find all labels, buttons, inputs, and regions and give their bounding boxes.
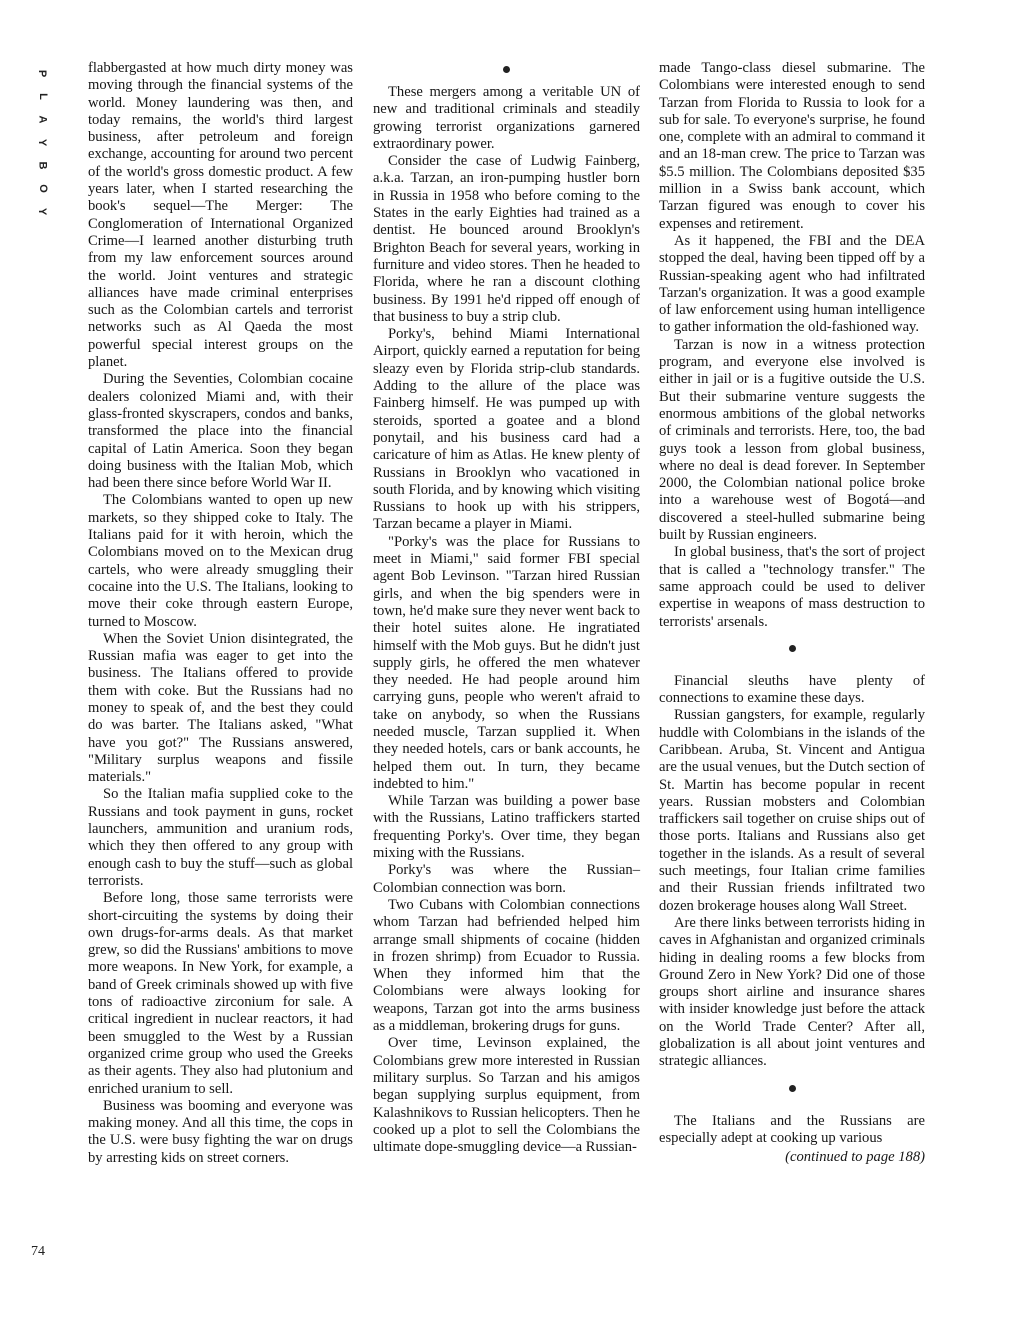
paragraph: Porky's, behind Miami International Airport, quickly earned a reputation for being sleazy even by Florida strip-club standards. Adding to the allure of the place was Fainberg himself. He was pumped up with steroids, sported a goatee and a blond ponytail, and his business card had a caricature of him as Atlas. He knew plenty of Russians in Brooklyn who vacationed in south Florida, and by knowing which visiting Russians to hook up with his strippers, Tarzan became a player in Miami. xyxy=(373,326,640,533)
text-column-2 xyxy=(373,62,640,1156)
paragraph: Financial sleuths have plenty of connections to examine these days. xyxy=(659,672,925,707)
section-break-bullet xyxy=(659,631,925,673)
text-column-1 xyxy=(88,60,353,1167)
paragraph: Tarzan is now in a witness protection program, and everyone else involved is either in jail or is a fugitive outside the U.S. But their submarine venture suggests the enormous ambitions of the global networks of criminals and terrorists. Here, too, the bad guys took a lesson from global business, where no deal is dead forever. In September 2000, the Colombian national police broke into a warehouse west of Bogotá—and discovered a steel-hulled submarine being built by Russian engineers. xyxy=(659,336,925,544)
paragraph: During the Seventies, Colombian cocaine dealers colonized Miami and, with their glass-fronted skyscrapers, condos and banks, transformed the place into the financial capital of Latin America. Soon they began doing business with the Italian Mob, which had been there since before World War II. xyxy=(88,371,353,492)
continued-note: (continued to page 188) xyxy=(785,1149,925,1166)
magazine-letter: Y xyxy=(36,138,49,147)
paragraph: Are there links between terrorists hiding in caves in Afghanistan and organized criminals hiding in dealing rooms a few blocks from Ground Zero in New York? Did one of those groups short airline and insurance shares with insider knowledge just before the attack on the World Trade Center? After all, globalization is all about joint ventures and strategic alliances. xyxy=(659,914,925,1070)
magazine-letter: O xyxy=(36,184,49,193)
paragraph: flabbergasted at how much dirty money was moving through the financial systems of the world. Money laundering was then, and today remains, the world's third largest business, after petroleum and foreign exchange, accounting for around two percent of the world's gross domestic product. A few years later, when I started researching the book's sequel—The Merger: The Conglomeration of International Organized Crime—I learned another disturbing truth from my law enforcement sources around the world. Joint ventures and strategic alliances have made criminal enterprises such as the Colombian cartels and terrorist networks such as Al Qaeda the most powerful special interest groups on the planet. xyxy=(88,60,353,371)
paragraph: As it happened, the FBI and the DEA stopped the deal, having been tipped off by a Russian-speaking agent who had infiltrated Tarzan's organization. It was a good example of law enforcement using human intelligence to gather information the old-fashioned way. xyxy=(659,232,925,336)
paragraph: made Tango-class diesel submarine. The Colombians were interested enough to send Tarzan from Florida to Russia to look for a sub for sale. To everyone's surprise, he found one, complete with an admiral to command it and an 18-man crew. The price to Tarzan was $5.5 million. The Colombians deposited $35 million in a Swiss bank account, which Tarzan figured was enough to cover his expenses and retirement. xyxy=(659,60,925,232)
paragraph: These mergers among a veritable UN of new and traditional criminals and steadily growing terrorist organizations garnered extraordinary power. xyxy=(373,84,640,152)
paragraph: Before long, those same terrorists were short-circuiting the systems by doing their own drugs-for-arms deals. As that market grew, so did the Russians' ambitions to move more weapons. In New York, for example, a band of Greek criminals showed up with five tons of radioactive zirconium for sale. A critical ingredient in nuclear reactors, it had been smuggled to the West by a Russian organized crime group who used the Greeks as their agents. They also had plutonium and enriched uranium to sell. xyxy=(88,890,353,1097)
section-break-bullet xyxy=(373,62,640,84)
magazine-letter: Y xyxy=(36,207,49,216)
magazine-name-vertical xyxy=(30,62,54,223)
paragraph: Consider the case of Ludwig Fainberg, a.k.a. Tarzan, an iron-pumping hustler born in Russia in 1958 who before coming to the States in the early Eighties had trained as a dentist. He bounced around Brooklyn's Brighton Beach for several years, working in furniture and video stores. Then he headed to Florida, where he ran a discount clothing business. By 1991 he'd ripped off enough of that business to buy a strip club. xyxy=(373,153,640,325)
section-break-bullet xyxy=(659,1071,925,1113)
paragraph: The Colombians wanted to open up new markets, so they shipped coke to Italy. The Italians paid for it with heroin, which the Colombians moved on to the Mexican drug cartels, who were already smuggling their cocaine into the U.S. The Italians, looking to move their coke through eastern Europe, turned to Moscow. xyxy=(88,492,353,630)
magazine-letter: A xyxy=(36,115,49,124)
paragraph: The Italians and the Russians are especially adept at cooking up various xyxy=(659,1112,925,1146)
paragraph: Two Cubans with Colombian connections whom Tarzan had befriended helped him arrange small shipments of cocaine (hidden in frozen shrimp) from Ecuador to Russia. When they informed him that the Colombians were always looking for weapons, Tarzan got into the arms business as a middleman, brokering drugs for guns. xyxy=(373,896,640,1035)
magazine-letter: P xyxy=(36,69,49,78)
paragraph: Porky's was where the Russian–Colombian connection was born. xyxy=(373,862,640,896)
paragraph: Over time, Levinson explained, the Colombians grew more interested in Russian military surplus. So Tarzan and his amigos began supplying surplus equipment, from Kalashnikovs to Russian helicopters. Then he cooked up a plot to sell the Colombians the ultimate dope-smuggling device—a Russian- xyxy=(373,1035,640,1156)
paragraph: When the Soviet Union disintegrated, the Russian mafia was eager to get into the business. The Italians offered to provide them with coke. But the Russians had no money to speak of, and the best they could do was barter. The Italians asked, "What have you got?" The Russians answered, "Military surplus weapons and fissile materials." xyxy=(88,630,353,786)
text-column-3 xyxy=(659,60,925,1167)
page-number: 74 xyxy=(31,1244,45,1259)
magazine-letter: L xyxy=(36,93,49,100)
paragraph: While Tarzan was building a power base with the Russians, Latino traffickers started frequenting Porky's. Over time, they began mixing with the Russians. xyxy=(373,793,640,862)
magazine-letter: B xyxy=(36,161,49,170)
paragraph: So the Italian mafia supplied coke to the Russians and took payment in guns, rocket launchers, ammunition and uranium rods, which they then offered to any group with enough cash to buy the stuff—such as global terrorists. xyxy=(88,786,353,889)
paragraph: In global business, that's the sort of project that is called a "technology transfer." The same approach could be used to deliver expertise in weapons of mass destruction to terrorists' arsenals. xyxy=(659,544,925,630)
paragraph: Russian gangsters, for example, regularly huddle with Colombians in the islands of the Caribbean. Aruba, St. Vincent and Antigua are the usual venues, but the Dutch section of St. Martin has become popular in recent years. Russian mobsters and Colombian traffickers sail together on cruise ships out of those ports. Italians and Russians also get together in the islands. As a result of several such meetings, four Italian crime families and their Russian friends infiltrated two dozen brokerage houses along Wall Street. xyxy=(659,707,925,914)
paragraph: "Porky's was the place for Russians to meet in Miami," said former FBI special agent Bob Levinson. "Tarzan hired Russian girls, and when the big spenders were in town, he'd make sure they never went back to their hotel suites alone. He ingratiated himself with the Mob guys. But he didn't just supply girls, he offered the men whatever they needed. He had people around him carrying guns, people who weren't afraid to take on anybody, so when the Russians needed muscle, Tarzan supplied it. When they needed hotels, cars or bank accounts, he helped them out. In turn, they became indebted to him." xyxy=(373,533,640,792)
paragraph: Business was booming and everyone was making money. And all this time, the cops in the U.S. were busy fighting the war on drugs by arresting kids on street corners. xyxy=(88,1097,353,1166)
